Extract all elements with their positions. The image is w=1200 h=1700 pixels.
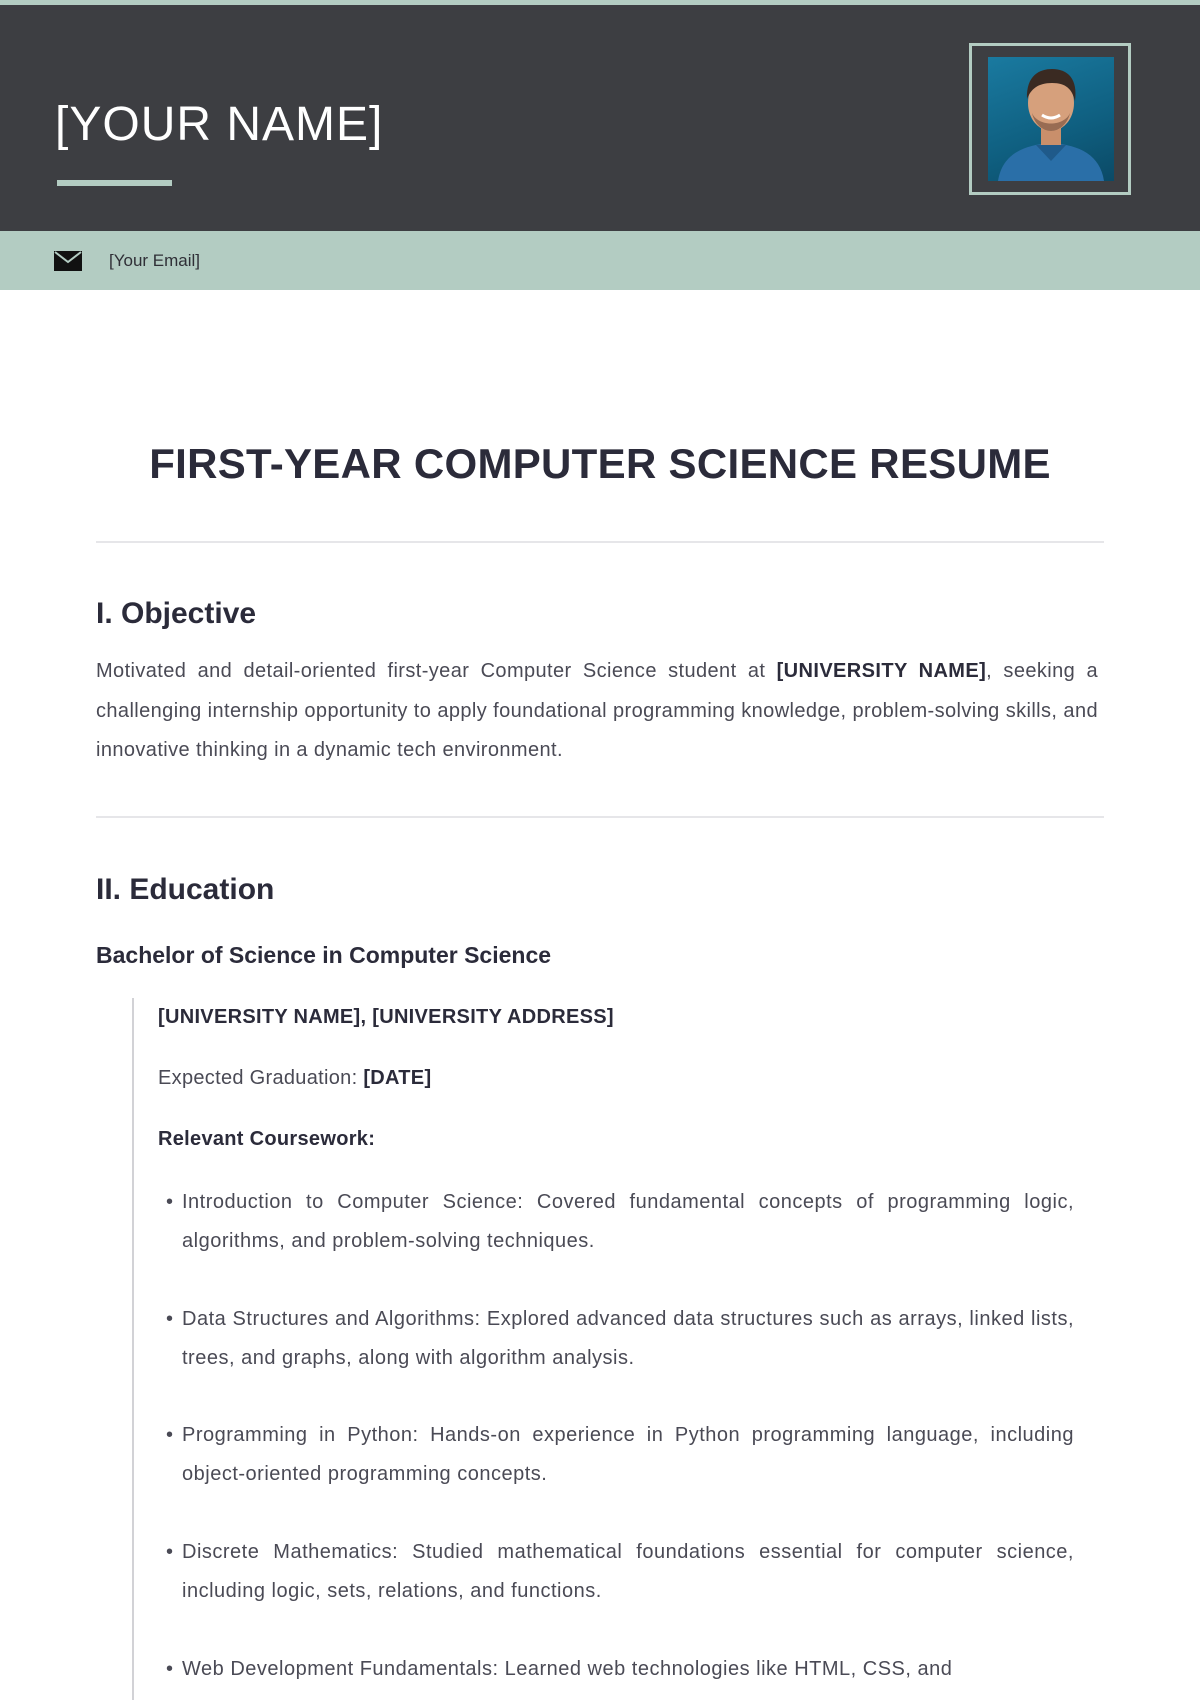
graduation-date: [DATE] — [363, 1067, 432, 1089]
objective-text-end: , seeking a challenging internship opportunity to apply foundational programming knowledge, problem-solving skills, and innovative thinking in a dynamic tech environment. — [96, 660, 1098, 761]
candidate-name: [YOUR NAME] — [55, 98, 384, 151]
degree-title: Bachelor of Science in Computer Science — [96, 942, 552, 968]
objective-text-start: Motivated and detail-oriented first-year Computer Science student at — [96, 660, 777, 682]
document-title: FIRST-YEAR COMPUTER SCIENCE RESUME — [149, 440, 1051, 487]
course-text: Discrete Mathematics: Studied mathematical foundations essential for computer science, including logic, sets, relations, and functions. — [182, 1541, 1074, 1602]
envelope-icon — [54, 251, 82, 271]
bullet-icon: • — [166, 1541, 174, 1563]
list-item — [166, 1416, 1074, 1494]
profile-photo-frame — [969, 43, 1131, 195]
coursework-label: Relevant Coursework: — [158, 1128, 376, 1150]
course-text: Introduction to Computer Science: Covered fundamental concepts of programming logic, algorithms, and problem-solving techniques. — [182, 1191, 1074, 1252]
bullet-icon: • — [166, 1191, 174, 1213]
list-item — [166, 1300, 1074, 1378]
list-item — [166, 1650, 1074, 1689]
objective-paragraph — [96, 652, 1098, 771]
institution-line: [UNIVERSITY NAME], [UNIVERSITY ADDRESS] — [158, 1006, 614, 1028]
profile-photo — [988, 57, 1114, 181]
course-text: Programming in Python: Hands-on experience in Python programming language, including object-oriented programming concepts. — [182, 1424, 1074, 1485]
person-portrait-icon — [988, 57, 1114, 181]
resume-header — [0, 5, 1200, 231]
objective-divider — [96, 816, 1104, 818]
course-text: Data Structures and Algorithms: Explored advanced data structures such as arrays, linked lists, trees, and graphs, along with algorithm analysis. — [182, 1308, 1074, 1369]
graduation-label: Expected Graduation: — [158, 1067, 364, 1089]
list-item — [166, 1533, 1074, 1611]
course-text: Web Development Fundamentals: Learned web technologies like HTML, CSS, and — [182, 1658, 953, 1680]
education-heading: II. Education — [96, 873, 275, 906]
bullet-icon: • — [166, 1308, 174, 1330]
education-left-rule — [132, 998, 134, 1700]
bullet-icon: • — [166, 1424, 174, 1446]
objective-university: [UNIVERSITY NAME] — [776, 660, 987, 682]
contact-bar — [0, 231, 1200, 290]
graduation-line — [158, 1067, 431, 1090]
name-underline — [57, 180, 172, 186]
objective-heading: I. Objective — [96, 597, 257, 630]
email-text: [Your Email] — [109, 251, 201, 270]
title-divider — [96, 541, 1104, 543]
list-item — [166, 1183, 1074, 1261]
bullet-icon: • — [166, 1658, 174, 1680]
